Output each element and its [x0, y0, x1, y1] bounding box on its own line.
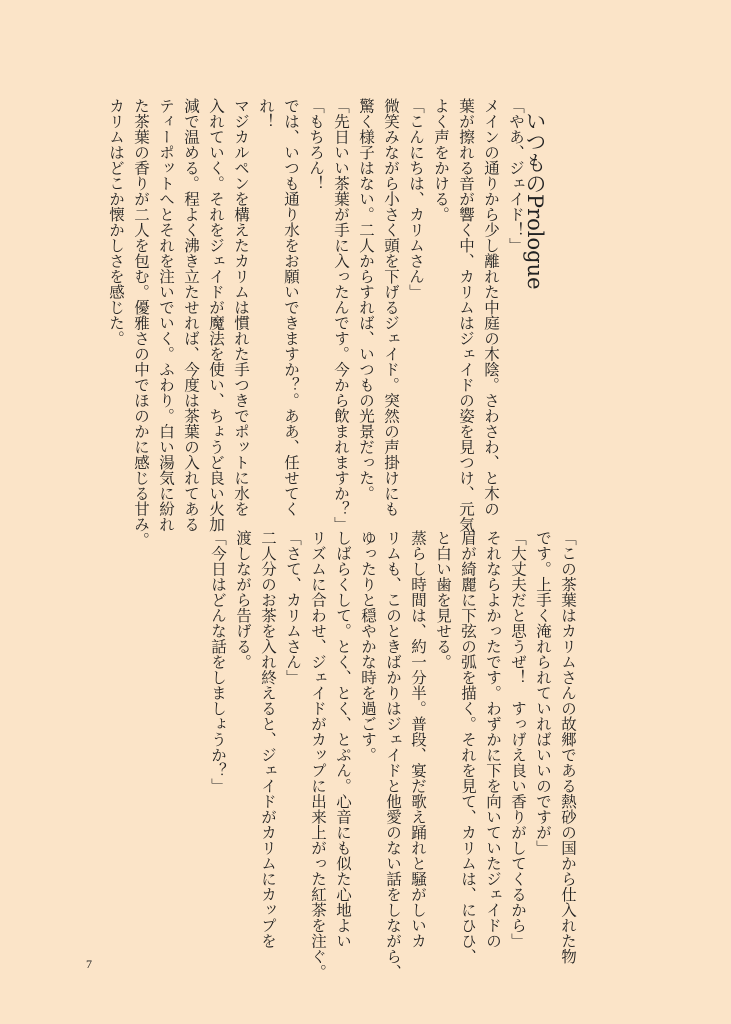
- text-block-lower: [200, 530, 577, 980]
- text-column: ゆったりと穏やかな時を過ごす。: [359, 530, 377, 763]
- text-column: 渡しながら告げる。: [234, 530, 252, 670]
- text-block-upper: [98, 98, 525, 548]
- text-column: 葉が擦れる音が響く中、カリムはジェイドの姿を見つけ、元気: [457, 98, 475, 532]
- text-column: 驚く様子はない。二人からすれば、いつもの光景だった。: [357, 98, 375, 501]
- text-column: た茶葉の香りが二人を包む。優雅さの中でほのかに感じる甘み。: [132, 98, 150, 548]
- text-column: ティーポットへとそれを注いでいく。ふわり。白い湯気に紛れ: [157, 98, 175, 532]
- text-column: と白い歯を見せる。: [434, 530, 452, 670]
- text-column: 「この茶葉はカリムさんの故郷である熱砂の国から仕入れた物: [559, 530, 577, 964]
- text-column: 微笑みながら小さく頭を下げるジェイド。突然の声掛けにも: [382, 98, 400, 517]
- text-column: では、いつも通り水をお願いできますか？。ああ、任せてく: [282, 98, 300, 517]
- text-column: よく声をかける。: [432, 98, 450, 222]
- text-column: 蒸らし時間は、約一分半。普段、宴だ歌え踊れと騒がしいカ: [409, 530, 427, 949]
- text-column: マジカルペンを構えたカリムは慣れた手つきでポットに水を: [232, 98, 250, 517]
- text-column: リムも、このときばかりはジェイドと他愛のない話をしながら、: [384, 530, 402, 980]
- text-column: 「さて、カリムさん」: [284, 530, 302, 685]
- text-column: です。上手く淹れられていればいいのですが」: [534, 530, 552, 856]
- text-column: それならよかったです。わずかに下を向いていたジェイドの: [484, 530, 502, 949]
- text-column: 「こんにちは、カリムさん」: [407, 98, 425, 300]
- text-column: メインの通りから少し離れた中庭の木陰。さわさわ、と木の: [482, 98, 500, 517]
- text-column: 「大丈夫だと思うぜ！ すっげえ良い香りがしてくるから」: [509, 530, 527, 949]
- text-column: 「やあ、ジェイド！」: [507, 98, 525, 253]
- text-column: しばらくして。とく、とく、とぷん。心音にも似た心地よい: [334, 530, 352, 949]
- text-column: 眉が綺麗に下弦の弧を描く。それを見て、カリムは、にひひ、: [459, 530, 477, 964]
- text-column: 入れていく。それをジェイドが魔法を使い、ちょうど良い火加: [207, 98, 225, 532]
- text-column: 「先日いい茶葉が手に入ったんです。今から飲まれますか？」: [332, 98, 350, 532]
- page-number: 7: [86, 957, 92, 971]
- text-column: 「今日はどんな話をしましょうか？」: [209, 530, 227, 794]
- text-column: 減で温める。程よく沸き立たせれば、今度は茶葉の入れてある: [182, 98, 200, 532]
- text-column: れ！: [257, 98, 275, 129]
- text-column: 二人分のお茶を入れ終えると、ジェイドがカリムにカップを: [259, 530, 277, 949]
- text-column: 「もちろん！: [307, 98, 325, 191]
- chapter-title: いつものPrologue: [523, 110, 547, 290]
- text-column: リズムに合わせ、ジェイドがカップに出来上がった紅茶を注ぐ。: [309, 530, 327, 980]
- text-column: カリムはどこか懐かしさを感じた。: [107, 98, 125, 346]
